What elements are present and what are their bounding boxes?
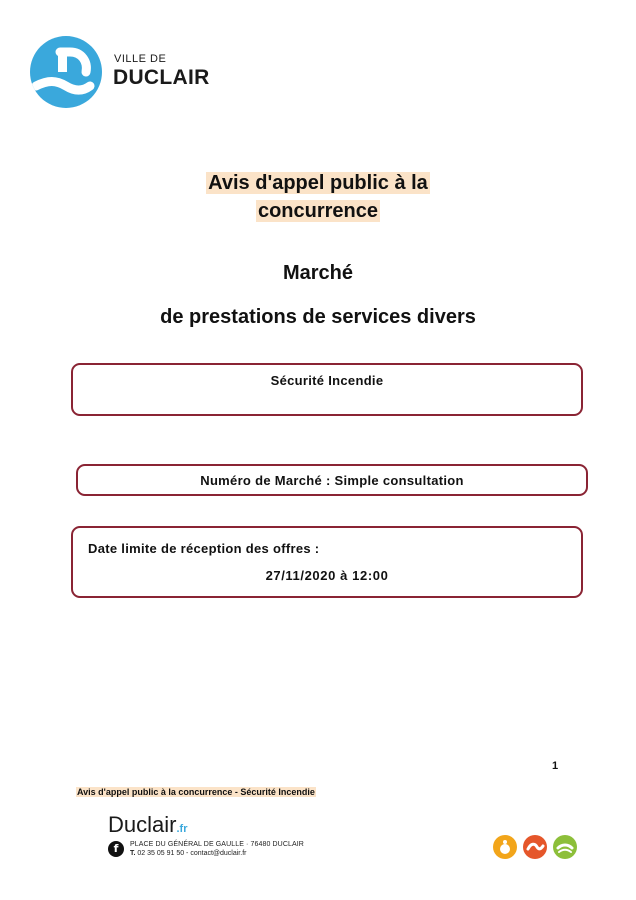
footer-contact-text: 02 35 05 91 50 - contact@duclair.fr	[137, 850, 247, 857]
object-text: Sécurité Incendie	[270, 373, 384, 388]
footer-brand-suffix: .fr	[176, 823, 188, 835]
footer-contact-prefix: T.	[130, 850, 136, 857]
orange-badge-icon	[493, 835, 517, 859]
page-number: 1	[552, 760, 559, 772]
deadline-box	[71, 526, 583, 598]
contract-number-text: Numéro de Marché : Simple consultation	[200, 473, 464, 488]
contract-number-box	[76, 464, 588, 496]
facebook-icon: f	[108, 841, 124, 857]
footer-contact	[130, 850, 246, 857]
title-line-2: concurrence	[257, 200, 379, 222]
document-title	[0, 169, 636, 225]
duclair-logo-icon	[30, 36, 102, 108]
deadline-label: Date limite de réception des offres :	[88, 541, 320, 556]
red-badge-icon	[523, 835, 547, 859]
subtitle-line-2: de prestations de services divers	[160, 306, 476, 328]
duclair-logo	[30, 36, 220, 112]
title-line-1: Avis d'appel public à la	[208, 172, 428, 194]
footer-address: PLACE DU GÉNÉRAL DE GAULLE · 76480 DUCLAIR	[130, 841, 304, 848]
footer-brand-logo	[108, 812, 187, 838]
subtitle-line-1: Marché	[282, 262, 354, 284]
footer-note: Avis d'appel public à la concurrence - Sécurité Incendie	[77, 787, 315, 797]
deadline-value: 27/11/2020 à 12:00	[265, 568, 389, 583]
logo-subtitle: VILLE DE	[114, 53, 167, 65]
green-badge-icon	[553, 835, 577, 859]
logo-title: DUCLAIR	[113, 66, 210, 89]
object-box	[71, 363, 583, 416]
footer-brand-text: Duclair	[108, 812, 177, 837]
